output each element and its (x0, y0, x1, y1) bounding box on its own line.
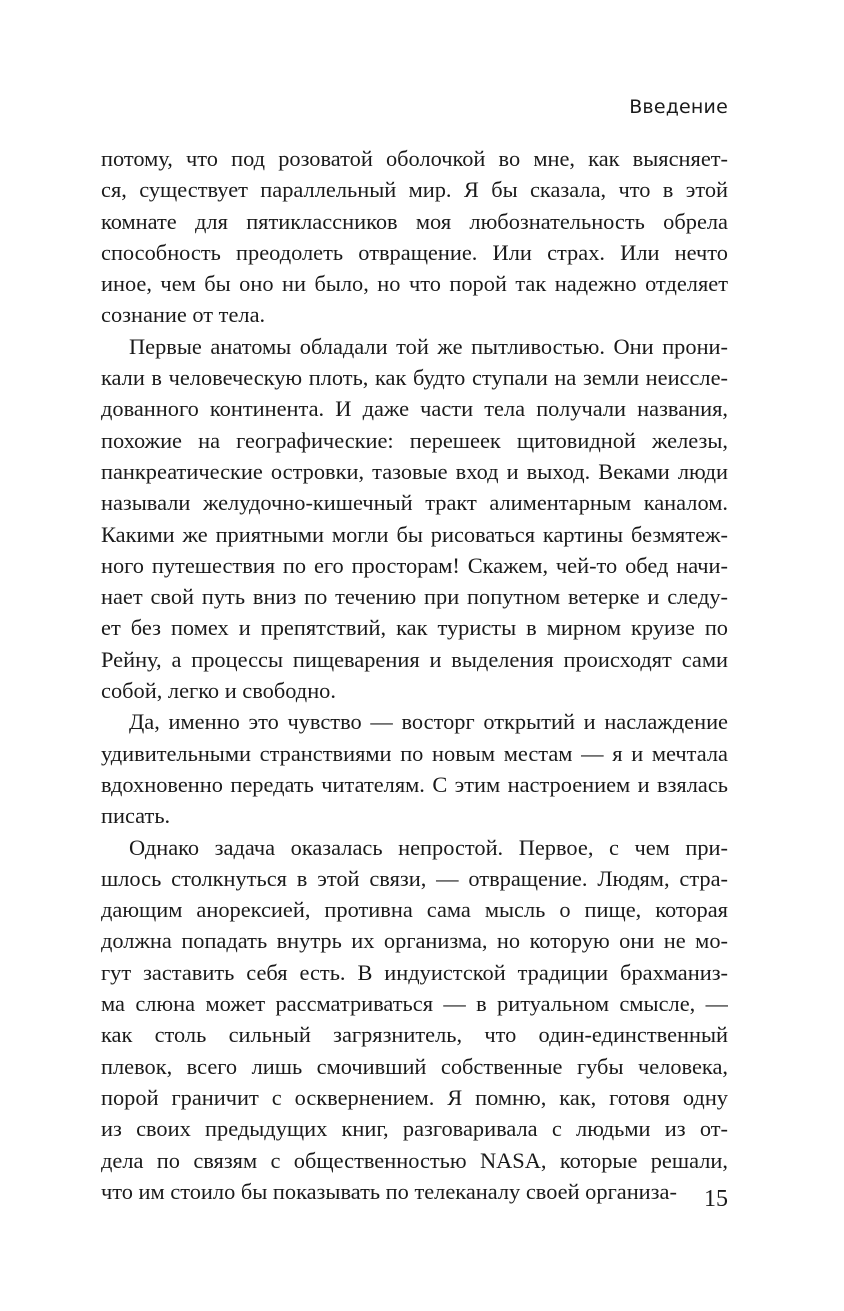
text-line: Первые анатомы обладали той же пытливостью. Они прони- (129, 333, 728, 359)
text-line: вдохновенно передать читателям. С этим настроением и взялась (101, 771, 728, 797)
text-line: сознание от тела. (101, 302, 266, 328)
text-line: Однако задача оказалась непростой. Первое, с чем при- (129, 834, 728, 860)
text-line: должна попадать внутрь их организма, но которую они не мо- (101, 928, 728, 954)
page-number: 15 (704, 1186, 728, 1212)
text-line: Да, именно это чувство — восторг открытий и наслаждение (129, 709, 728, 735)
text-line: ет без помех и препятствий, как туристы в мирном круизе по (101, 615, 728, 641)
text-line: потому, что под розоватой оболочкой во мне, как выясняет- (101, 146, 728, 171)
text-line: порой граничит с осквернением. Я помню, как, готовя одну (101, 1084, 728, 1110)
text-line: плевок, всего лишь смочивший собственные губы человека, (101, 1053, 728, 1079)
text-line: из своих предыдущих книг, разговаривала с людьми из от- (101, 1116, 728, 1142)
text-line: способность преодолеть отвращение. Или страх. Или нечто (101, 239, 728, 265)
text-line: кали в человеческую плоть, как будто ступали на земли неиссле- (101, 365, 728, 391)
text-line: шлось столкнуться в этой связи, — отвращение. Людям, стра- (101, 865, 728, 891)
text-line: комнате для пятиклассников моя любознательность обрела (101, 208, 728, 234)
text-line: писать. (101, 803, 171, 829)
body-text (101, 143, 728, 1207)
text-line: нает свой путь вниз по течению при попутном ветерке и следу- (101, 584, 728, 610)
text-line: как столь сильный загрязнитель, что один-единственный (101, 1022, 728, 1048)
text-line: дела по связям с общественностью NASA, которые решали, (101, 1147, 728, 1173)
paragraph (101, 706, 728, 831)
text-line: похожие на географические: перешеек щитовидной железы, (101, 427, 728, 453)
text-line: Какими же приятными могли бы рисоваться картины безмятеж- (101, 521, 728, 547)
text-line: дованного континента. И даже части тела получали названия, (101, 396, 728, 422)
text-line: называли желудочно-кишечный тракт алиментарным каналом. (101, 490, 728, 516)
text-line: дающим анорексией, противна сама мысль о пище, которая (101, 897, 728, 923)
text-line: гут заставить себя есть. В индуистской традиции брахманиз- (101, 959, 728, 985)
text-line: что им стоило бы показывать по телеканалу своей организа- (101, 1178, 677, 1204)
paragraph (101, 832, 728, 1208)
text-line: Рейну, а процессы пищеварения и выделения происходят сами (101, 646, 728, 672)
text-line: ся, существует параллельный мир. Я бы сказала, что в этой (101, 177, 728, 203)
text-line: удивительными странствиями по новым местам — я и мечтала (101, 740, 728, 766)
text-line: ма слюна может рассматриваться — в ритуальном смысле, — (101, 991, 728, 1017)
paragraph (101, 331, 728, 707)
text-line: ного путешествия по его просторам! Скажем, чей-то обед начи- (101, 552, 728, 578)
text-line: иное, чем бы оно ни было, но что порой так надежно отделяет (101, 271, 728, 297)
running-header: Введение (629, 96, 728, 118)
paragraph (101, 143, 728, 331)
text-line: панкреатические островки, тазовые вход и выход. Веками люди (101, 458, 728, 484)
text-line: собой, легко и свободно. (101, 678, 336, 704)
